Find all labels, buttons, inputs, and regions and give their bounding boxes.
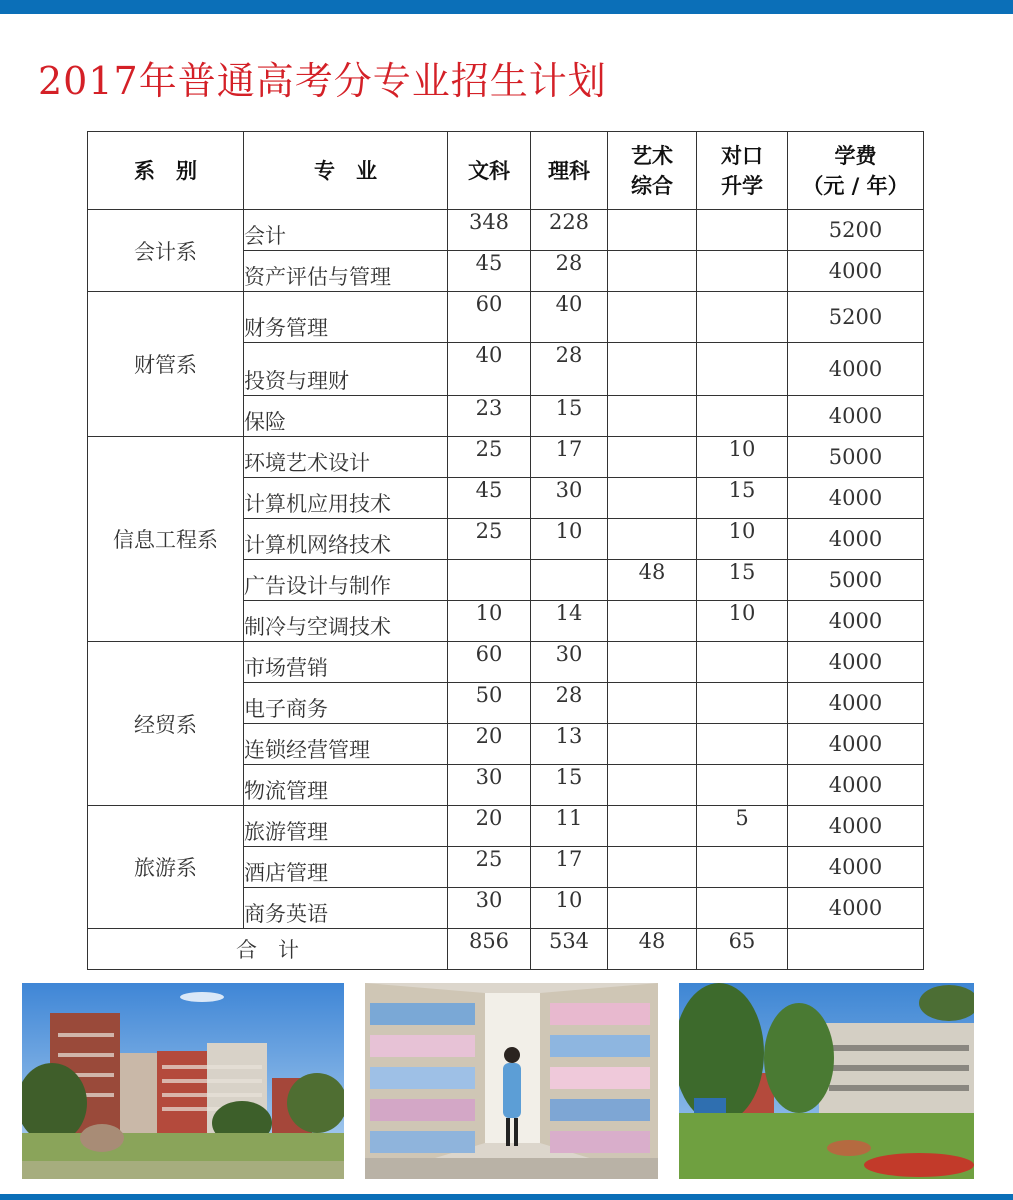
fee-cell: 5200 bbox=[788, 292, 924, 343]
wenke-cell: 40 bbox=[448, 343, 531, 396]
header-wenke: 文科 bbox=[448, 132, 531, 210]
like-cell: 10 bbox=[531, 888, 608, 929]
header-fee-line1: 学费 bbox=[834, 143, 877, 168]
art-cell bbox=[608, 343, 697, 396]
wenke-cell: 30 bbox=[448, 765, 531, 806]
header-duikou bbox=[697, 132, 788, 210]
like-cell: 14 bbox=[531, 601, 608, 642]
fee-cell: 4000 bbox=[788, 601, 924, 642]
like-cell: 15 bbox=[531, 765, 608, 806]
total-fee-cell bbox=[788, 929, 924, 970]
major-cell: 市场营销 bbox=[244, 642, 448, 683]
art-cell bbox=[608, 210, 697, 251]
library-shelves-photo bbox=[365, 983, 658, 1179]
major-cell: 计算机网络技术 bbox=[244, 519, 448, 560]
header-art bbox=[608, 132, 697, 210]
table-row bbox=[88, 210, 924, 251]
table-row bbox=[88, 292, 924, 343]
fee-cell: 4000 bbox=[788, 724, 924, 765]
art-cell bbox=[608, 601, 697, 642]
duikou-cell bbox=[697, 683, 788, 724]
fee-cell: 4000 bbox=[788, 642, 924, 683]
major-cell: 环境艺术设计 bbox=[244, 437, 448, 478]
fee-cell: 4000 bbox=[788, 396, 924, 437]
fee-cell: 4000 bbox=[788, 251, 924, 292]
wenke-cell: 25 bbox=[448, 437, 531, 478]
duikou-cell: 15 bbox=[697, 560, 788, 601]
table-row bbox=[88, 437, 924, 478]
wenke-cell: 25 bbox=[448, 847, 531, 888]
fee-cell: 4000 bbox=[788, 683, 924, 724]
fee-cell: 4000 bbox=[788, 343, 924, 396]
art-cell bbox=[608, 519, 697, 560]
duikou-cell bbox=[697, 210, 788, 251]
art-cell bbox=[608, 437, 697, 478]
major-cell: 资产评估与管理 bbox=[244, 251, 448, 292]
major-cell: 连锁经营管理 bbox=[244, 724, 448, 765]
fee-cell: 4000 bbox=[788, 806, 924, 847]
like-cell: 17 bbox=[531, 847, 608, 888]
fee-cell: 4000 bbox=[788, 888, 924, 929]
dept-cell: 经贸系 bbox=[88, 642, 244, 806]
total-duikou-cell: 65 bbox=[697, 929, 788, 970]
header-art-line1: 艺术 bbox=[631, 143, 673, 168]
wenke-cell: 30 bbox=[448, 888, 531, 929]
art-cell bbox=[608, 251, 697, 292]
total-label-cell: 合 计 bbox=[88, 929, 448, 970]
major-cell: 酒店管理 bbox=[244, 847, 448, 888]
dept-cell: 信息工程系 bbox=[88, 437, 244, 642]
duikou-cell bbox=[697, 343, 788, 396]
duikou-cell bbox=[697, 292, 788, 343]
duikou-cell: 10 bbox=[697, 437, 788, 478]
like-cell: 28 bbox=[531, 251, 608, 292]
fee-cell: 5000 bbox=[788, 560, 924, 601]
like-cell: 10 bbox=[531, 519, 608, 560]
art-cell bbox=[608, 642, 697, 683]
wenke-cell: 23 bbox=[448, 396, 531, 437]
duikou-cell bbox=[697, 847, 788, 888]
major-cell: 投资与理财 bbox=[244, 343, 448, 396]
wenke-cell: 20 bbox=[448, 806, 531, 847]
enrollment-plan-table bbox=[87, 131, 924, 970]
bottom-accent-band bbox=[0, 1194, 1013, 1200]
art-cell bbox=[608, 292, 697, 343]
page-title: 2017年普通高考分专业招生计划 bbox=[38, 59, 607, 103]
duikou-cell: 10 bbox=[697, 519, 788, 560]
like-cell: 11 bbox=[531, 806, 608, 847]
major-cell: 广告设计与制作 bbox=[244, 560, 448, 601]
campus-buildings-photo bbox=[22, 983, 344, 1179]
like-cell: 228 bbox=[531, 210, 608, 251]
duikou-cell bbox=[697, 642, 788, 683]
wenke-cell: 50 bbox=[448, 683, 531, 724]
wenke-cell: 348 bbox=[448, 210, 531, 251]
dept-cell: 旅游系 bbox=[88, 806, 244, 929]
fee-cell: 4000 bbox=[788, 847, 924, 888]
header-duikou-line2: 升学 bbox=[721, 173, 763, 198]
like-cell: 40 bbox=[531, 292, 608, 343]
header-fee bbox=[788, 132, 924, 210]
art-cell bbox=[608, 724, 697, 765]
art-cell bbox=[608, 683, 697, 724]
fee-cell: 4000 bbox=[788, 765, 924, 806]
like-cell: 17 bbox=[531, 437, 608, 478]
header-like: 理科 bbox=[531, 132, 608, 210]
art-cell bbox=[608, 888, 697, 929]
duikou-cell: 5 bbox=[697, 806, 788, 847]
fee-cell: 5200 bbox=[788, 210, 924, 251]
major-cell: 电子商务 bbox=[244, 683, 448, 724]
wenke-cell: 60 bbox=[448, 642, 531, 683]
fee-cell: 4000 bbox=[788, 478, 924, 519]
wenke-cell: 60 bbox=[448, 292, 531, 343]
total-row bbox=[88, 929, 924, 970]
art-cell bbox=[608, 806, 697, 847]
fee-cell: 4000 bbox=[788, 519, 924, 560]
campus-lawn-photo bbox=[679, 983, 974, 1179]
wenke-cell bbox=[448, 560, 531, 601]
art-cell bbox=[608, 765, 697, 806]
table-row bbox=[88, 642, 924, 683]
duikou-cell bbox=[697, 724, 788, 765]
wenke-cell: 20 bbox=[448, 724, 531, 765]
major-cell: 物流管理 bbox=[244, 765, 448, 806]
duikou-cell bbox=[697, 251, 788, 292]
like-cell: 13 bbox=[531, 724, 608, 765]
art-cell bbox=[608, 847, 697, 888]
table-row bbox=[88, 806, 924, 847]
like-cell: 30 bbox=[531, 478, 608, 519]
major-cell: 计算机应用技术 bbox=[244, 478, 448, 519]
wenke-cell: 25 bbox=[448, 519, 531, 560]
major-cell: 旅游管理 bbox=[244, 806, 448, 847]
duikou-cell: 15 bbox=[697, 478, 788, 519]
major-cell: 制冷与空调技术 bbox=[244, 601, 448, 642]
like-cell bbox=[531, 560, 608, 601]
duikou-cell bbox=[697, 765, 788, 806]
header-fee-line2: （元 / 年） bbox=[802, 173, 909, 198]
top-accent-band bbox=[0, 0, 1013, 14]
major-cell: 财务管理 bbox=[244, 292, 448, 343]
like-cell: 28 bbox=[531, 343, 608, 396]
art-cell: 48 bbox=[608, 560, 697, 601]
table-body bbox=[88, 210, 924, 970]
total-wenke-cell: 856 bbox=[448, 929, 531, 970]
like-cell: 28 bbox=[531, 683, 608, 724]
wenke-cell: 10 bbox=[448, 601, 531, 642]
duikou-cell bbox=[697, 396, 788, 437]
wenke-cell: 45 bbox=[448, 251, 531, 292]
major-cell: 商务英语 bbox=[244, 888, 448, 929]
major-cell: 保险 bbox=[244, 396, 448, 437]
dept-cell: 会计系 bbox=[88, 210, 244, 292]
total-like-cell: 534 bbox=[531, 929, 608, 970]
wenke-cell: 45 bbox=[448, 478, 531, 519]
like-cell: 30 bbox=[531, 642, 608, 683]
header-duikou-line1: 对口 bbox=[721, 143, 763, 168]
major-cell: 会计 bbox=[244, 210, 448, 251]
fee-cell: 5000 bbox=[788, 437, 924, 478]
table-header-row bbox=[88, 132, 924, 210]
header-art-line2: 综合 bbox=[631, 173, 673, 198]
like-cell: 15 bbox=[531, 396, 608, 437]
duikou-cell bbox=[697, 888, 788, 929]
art-cell bbox=[608, 478, 697, 519]
header-dept: 系 别 bbox=[88, 132, 244, 210]
header-major: 专 业 bbox=[244, 132, 448, 210]
total-art-cell: 48 bbox=[608, 929, 697, 970]
art-cell bbox=[608, 396, 697, 437]
dept-cell: 财管系 bbox=[88, 292, 244, 437]
duikou-cell: 10 bbox=[697, 601, 788, 642]
